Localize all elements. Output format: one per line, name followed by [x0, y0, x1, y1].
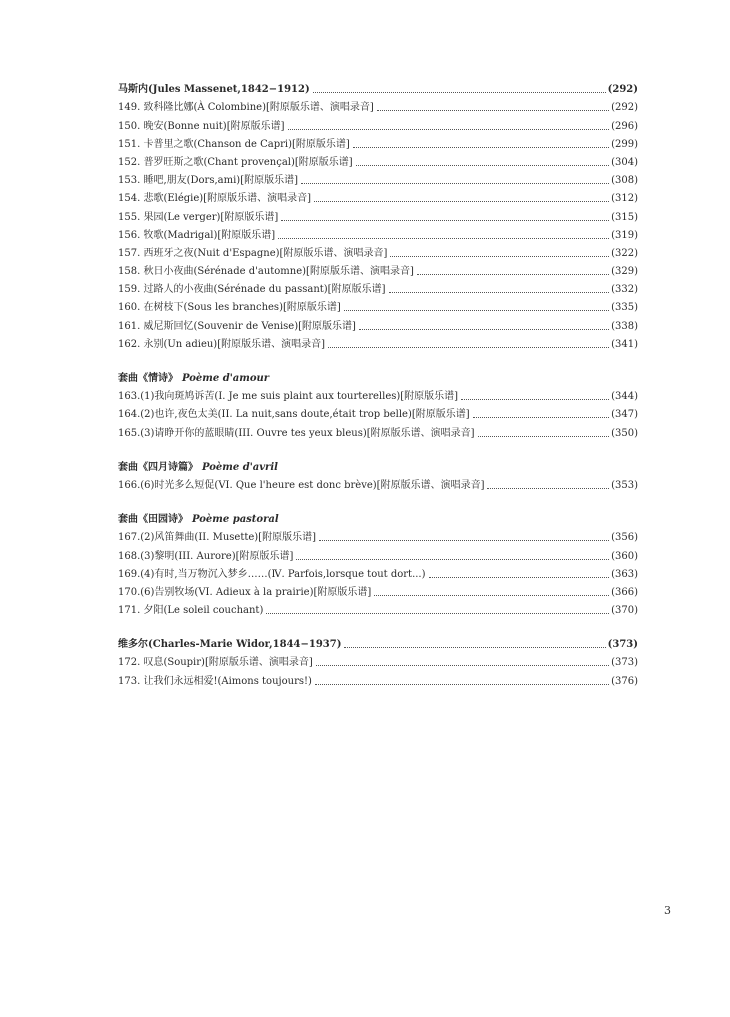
- dot-leader: [473, 417, 609, 418]
- toc-entry[interactable]: [118, 544, 638, 562]
- page-ref: (335): [611, 302, 638, 314]
- page-ref: (356): [611, 532, 638, 544]
- toc-entry[interactable]: [118, 526, 638, 544]
- suite-heading: [118, 367, 638, 385]
- dot-leader: [278, 238, 609, 239]
- dot-leader: [353, 147, 609, 148]
- entry-title: 170.(6)告别牧场(VI. Adieux à la prairie)[附原版乐谱]: [118, 586, 372, 598]
- section-gap: [118, 492, 638, 508]
- suite-heading: [118, 508, 638, 526]
- section-gap: [118, 440, 638, 456]
- dot-leader: [313, 92, 606, 93]
- dot-leader: [429, 577, 610, 578]
- toc-entry[interactable]: [118, 314, 638, 332]
- toc-entry[interactable]: [118, 114, 638, 132]
- composer-heading: [118, 633, 638, 651]
- toc-entry[interactable]: [118, 242, 638, 260]
- dot-leader: [316, 665, 609, 666]
- dot-leader: [266, 613, 609, 614]
- dot-leader: [356, 165, 609, 166]
- page-ref: (370): [611, 605, 638, 617]
- dot-leader: [281, 220, 609, 221]
- page-ref: (332): [611, 284, 638, 296]
- dot-leader: [374, 595, 609, 596]
- section-gap: [118, 351, 638, 367]
- entry-title: 167.(2)风笛舞曲(II. Musette)[附原版乐谱]: [118, 532, 316, 544]
- toc-entry[interactable]: [118, 205, 638, 223]
- dot-leader: [461, 399, 609, 400]
- entry-title: 163.(1)我向斑鸠诉苦(I. Je me suis plaint aux tourterelles)[附原版乐谱]: [118, 391, 459, 403]
- dot-leader: [487, 488, 609, 489]
- entry-title: 153. 睡吧,朋友(Dors,ami)[附原版乐谱]: [118, 175, 298, 187]
- page-ref: (308): [611, 175, 638, 187]
- entry-title: 158. 秋日小夜曲(Sérénade d'automne)[附原版乐谱、演唱录音]: [118, 266, 414, 278]
- toc-entry[interactable]: [118, 96, 638, 114]
- toc-entry[interactable]: [118, 169, 638, 187]
- dot-leader: [319, 540, 609, 541]
- entry-title: 168.(3)黎明(III. Aurore)[附原版乐谱]: [118, 550, 294, 562]
- dot-leader: [328, 347, 609, 348]
- entry-title: 150. 晚安(Bonne nuit)[附原版乐谱]: [118, 120, 285, 132]
- page-ref: (292): [611, 102, 638, 114]
- dot-leader: [314, 201, 609, 202]
- toc-entry[interactable]: [118, 403, 638, 421]
- table-of-contents: [118, 78, 638, 688]
- suite-heading: [118, 456, 638, 474]
- toc-entry[interactable]: [118, 599, 638, 617]
- page-ref: (315): [611, 211, 638, 223]
- toc-entry[interactable]: [118, 474, 638, 492]
- page-ref: (344): [611, 391, 638, 403]
- page-ref: (338): [611, 320, 638, 332]
- dot-leader: [315, 684, 609, 685]
- dot-leader: [344, 647, 605, 648]
- page-ref: (292): [607, 84, 638, 96]
- entry-title: 154. 悲歌(Elégie)[附原版乐谱、演唱录音]: [118, 193, 311, 205]
- entry-title: 161. 威尼斯回忆(Souvenir de Venise)[附原版乐谱]: [118, 320, 356, 332]
- page-ref: (376): [611, 675, 638, 687]
- entry-title: 152. 普罗旺斯之歌(Chant provençal)[附原版乐谱]: [118, 156, 353, 168]
- toc-entry[interactable]: [118, 224, 638, 242]
- toc-entry[interactable]: [118, 333, 638, 351]
- entry-title: 159. 过路人的小夜曲(Sérénade du passant)[附原版乐谱]: [118, 284, 386, 296]
- dot-leader: [377, 110, 609, 111]
- page-ref: (373): [611, 657, 638, 669]
- dot-leader: [417, 274, 609, 275]
- page-ref: (304): [611, 156, 638, 168]
- toc-entry[interactable]: [118, 651, 638, 669]
- entry-title: 162. 永别(Un adieu)[附原版乐谱、演唱录音]: [118, 338, 326, 350]
- toc-entry[interactable]: [118, 260, 638, 278]
- page-ref: (319): [611, 229, 638, 241]
- suite-title: 套曲《田园诗》: [118, 514, 188, 526]
- toc-entry[interactable]: [118, 581, 638, 599]
- page-ref: (366): [611, 586, 638, 598]
- dot-leader: [344, 310, 609, 311]
- page-ref: (329): [611, 266, 638, 278]
- entry-title: 173. 让我们永远相爱!(Aimons toujours!): [118, 675, 312, 687]
- page-ref: (296): [611, 120, 638, 132]
- page-number: 3: [664, 904, 671, 917]
- page-ref: (299): [611, 138, 638, 150]
- entry-title: 151. 卡普里之歌(Chanson de Capri)[附原版乐谱]: [118, 138, 350, 150]
- toc-entry[interactable]: [118, 296, 638, 314]
- toc-entry[interactable]: [118, 278, 638, 296]
- page-ref: (360): [611, 550, 638, 562]
- dot-leader: [390, 256, 609, 257]
- dot-leader: [478, 436, 610, 437]
- entry-title: 157. 西班牙之夜(Nuit d'Espagne)[附原版乐谱、演唱录音]: [118, 247, 388, 259]
- suite-subtitle: Poème d'amour: [182, 373, 270, 384]
- toc-entry[interactable]: [118, 669, 638, 687]
- entry-title: 165.(3)请睁开你的蓝眼睛(III. Ouvre tes yeux bleus)[附原版乐谱、演唱录音]: [118, 427, 475, 439]
- page-ref: (347): [611, 409, 638, 421]
- entry-title: 149. 致科隆比娜(À Colombine)[附原版乐谱、演唱录音]: [118, 102, 374, 114]
- page-ref: (363): [611, 568, 638, 580]
- page-ref: (350): [611, 427, 638, 439]
- toc-entry[interactable]: [118, 187, 638, 205]
- suite-subtitle: Poème pastoral: [192, 514, 279, 526]
- composer-heading: [118, 78, 638, 96]
- toc-entry[interactable]: [118, 421, 638, 439]
- entry-title: 156. 牧歌(Madrigal)[附原版乐谱]: [118, 229, 276, 241]
- entry-title: 160. 在树枝下(Sous les branches)[附原版乐谱]: [118, 302, 341, 314]
- toc-entry[interactable]: [118, 385, 638, 403]
- dot-leader: [359, 329, 609, 330]
- suite-subtitle: Poème d'avril: [202, 461, 278, 473]
- toc-entry[interactable]: [118, 151, 638, 169]
- page-ref: (353): [611, 479, 638, 491]
- entry-title: 169.(4)有时,当万物沉入梦乡……(Ⅳ. Parfois,lorsque tout dort...): [118, 568, 426, 580]
- page-ref: (322): [611, 247, 638, 259]
- suite-title: 套曲《情诗》: [118, 373, 178, 384]
- toc-entry[interactable]: [118, 563, 638, 581]
- dot-leader: [288, 129, 610, 130]
- entry-title: 166.(6)时光多么短促(VI. Que l'heure est donc brève)[附原版乐谱、演唱录音]: [118, 479, 485, 491]
- toc-entry[interactable]: [118, 133, 638, 151]
- entry-title: 171. 夕阳(Le soleil couchant): [118, 605, 264, 617]
- entry-title: 172. 叹息(Soupir)[附原版乐谱、演唱录音]: [118, 657, 313, 669]
- composer-title: 维多尔(Charles-Marie Widor,1844−1937): [118, 639, 342, 651]
- page-ref: (373): [607, 639, 638, 651]
- entry-title: 155. 果园(Le verger)[附原版乐谱]: [118, 211, 279, 223]
- dot-leader: [301, 183, 609, 184]
- section-gap: [118, 617, 638, 633]
- dot-leader: [389, 292, 610, 293]
- composer-title: 马斯内(Jules Massenet,1842−1912): [118, 84, 310, 96]
- entry-title: 164.(2)也许,夜色太美(II. La nuit,sans doute,était trop belle)[附原版乐谱]: [118, 409, 470, 421]
- dot-leader: [296, 559, 609, 560]
- page-ref: (312): [611, 193, 638, 205]
- suite-title: 套曲《四月诗篇》: [118, 461, 198, 473]
- page-ref: (341): [611, 338, 638, 350]
